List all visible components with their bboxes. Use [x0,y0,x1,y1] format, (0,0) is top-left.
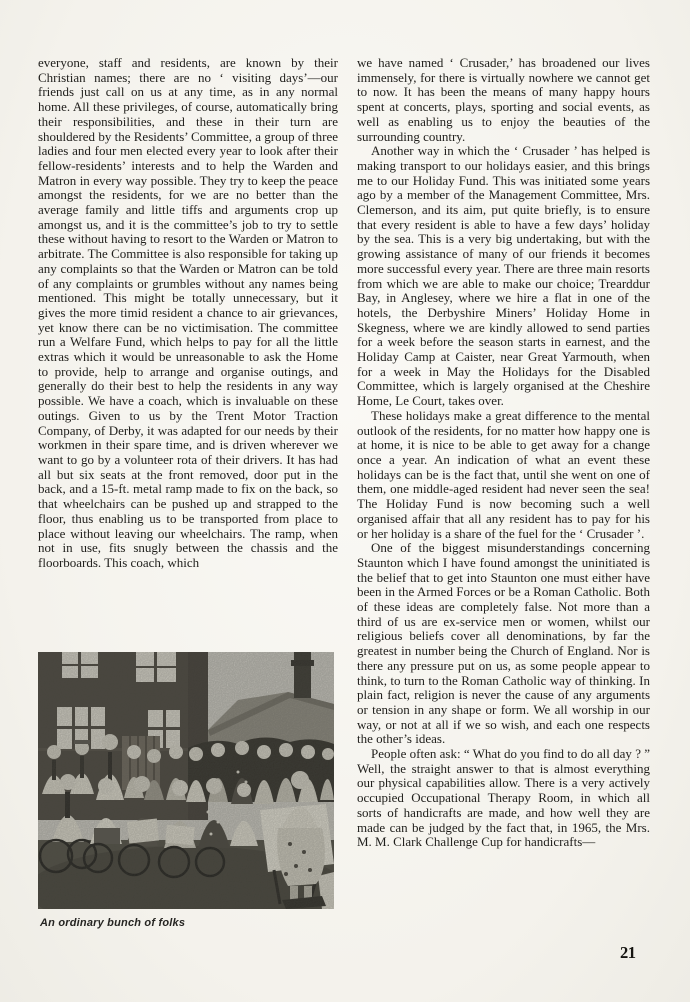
paragraph-holiday-fund: Another way in which the ‘ Crusader ’ has helped is making transport to our holidays easier, and this brings me to our Holiday Fund. This was initiated some years ago by a member of the Management Committee, Mrs. Clemerson, and its aim, put quite briefly, is to ensure that every resident is able to have a few days’ holiday by the sea. This is a very big undertaking, but with the growing assistance of many of our friends it becomes more successful every year. There are three main resorts from which we are able to make our choice; Trearddur Bay, in Anglesey, where we hire a flat in one of the hotels, the Derbyshire Miners’ Holiday Home in Skegness, where we are kindly allowed to send parties for a week before the season starts in earnest, and the Holiday Camp at Caister, near Great Yarmouth, when for a week in May the Holidays for the Disabled Committee, which is largely organised at the Cheshire Home, Le Court, takes over. [357,143,650,409]
photo-grain [38,652,334,909]
page-number: 21 [620,943,636,962]
right-column [357,56,650,944]
left-column [38,56,338,648]
paragraph-what-do-you-do: People often ask: “ What do you find to do all day ? ” Well, the straight answer to that is almost everything our physical capabilities allow. There is a very actively occupied Occupational Therapy Room, in which all sorts of handicrafts are made, and how well they are made can be judged by the fact that, in 1965, the Mrs. M. M. Clark Challenge Cup for handicrafts— [357,746,650,850]
photo-caption: An ordinary bunch of folks [40,917,186,929]
group-photograph [38,652,334,909]
paragraph-left-continuation: everyone, staff and residents, are known by their Christian names; there are no ‘ visiting days’—our friends just call on us at any time, as in any normal home. All these privileges, of course, automatically bring their responsibilities, and these in their turn are shouldered by the Residents’ Committee, a group of three ladies and four men elected every year to look after their fellow-residents’ interests and to help the Warden and Matron in every way possible. They try to keep the peace amongst the residents, for we are no better than the average family and little tiffs and arguments crop up amongst us, and it is the committee’s job to try to settle these without having to resort to the Warden or Matron to arbitrate. The Committee is also responsible for taking up any complaints so that the Warden or Matron can be told of any complaints or grumbles without any names being mentioned. This might be totally unnecessary, but it gives the more timid resident a chance to air grievances, yet know there can be no victimisation. The committee run a Welfare Fund, which helps to pay for all the little extras which it would be unreasonable to ask the Home to provide, help to arrange and organise outings, and generally do their best to help the residents in any way possible. We have a coach, which is invaluable on these outings. Given to us by the Trent Motor Traction Company, of Derby, it was adapted for our needs by their workmen in their spare time, and is driven wherever we want to go by a volunteer rota of their drivers. It has had all but six seats at the front removed, door put in the back, and a 15-ft. metal ramp made to fix on the back, so that wheelchairs can be pushed up and strapped to the floor, thus enabling us to be transported from place to place without leaving our wheelchairs. The ramp, when not in use, fits snugly between the chassis and the floorboards. This coach, which [38,56,338,570]
paragraph-right-continuation: we have named ‘ Crusader,’ has broadened our lives immensely, for there is virtually nowhere we cannot get to now. It has been the means of many happy hours spent at concerts, plays, sporting and social events, as well as enabling us to enjoy the beauties of the surrounding country. [357,56,650,144]
paragraph-holidays-difference: These holidays make a great difference to the mental outlook of the residents, for no matter how happy one is at home, it is nice to be able to get away for a change once a year. An indication of what an event these holidays can be is the fact that, until she went on one of them, one middle-aged resident had never seen the sea! The Holiday Fund is now becoming such a well organised affair that all any resident has to pay for his or her holiday is a share of the fuel for the ‘ Crusader ’. [357,407,650,541]
group-photo-illustration [38,652,334,909]
paragraph-misunderstandings: One of the biggest misunderstandings concerning Staunton which I have found amongst the uninitiated is the belief that to get into Staunton one must either have been in the Armed Forces or be a Roman Catholic. Both of these ideas are completely false. Not more than a third of us are ex-service men or women, whilst our religious beliefs cover all denominations, by far the greatest in number being the Church of England. Nor is there any pressure put on us, as some people appear to think, to turn to the Roman Catholic way of thinking. In plain fact, religion is never the cause of any arguments or tension in any shape or form. We all worship in our way, or not at all if we so wish, and each one respects the other’s ideas. [357,540,650,747]
